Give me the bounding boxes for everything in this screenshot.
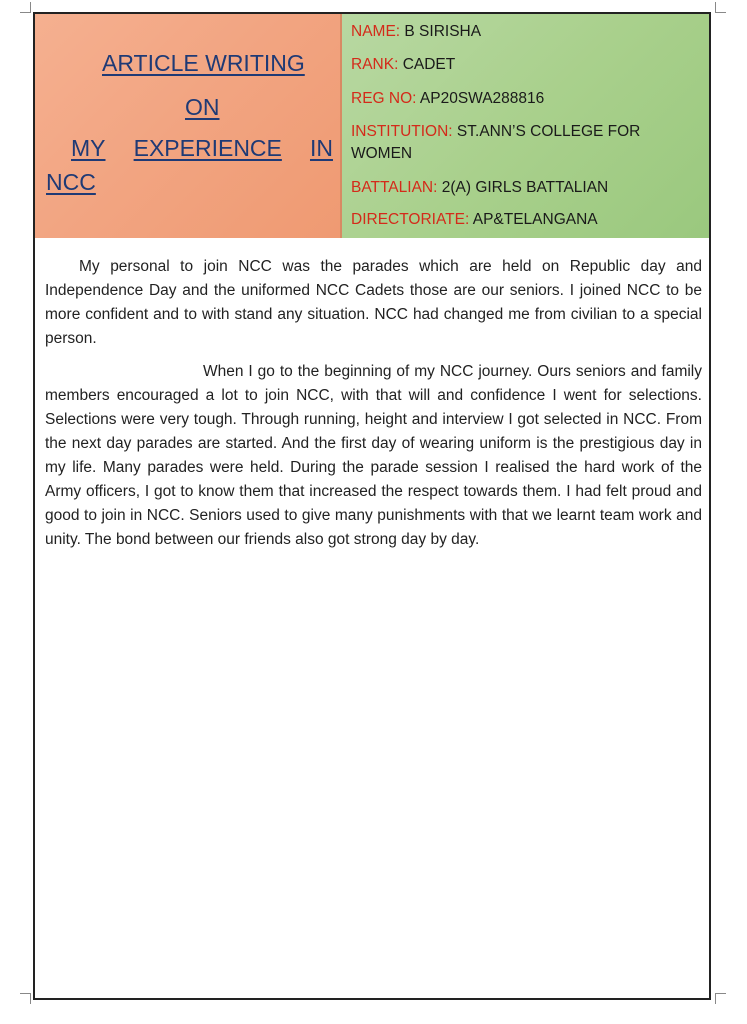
article-body: [45, 255, 702, 561]
title-word: IN: [309, 135, 333, 161]
name-label: NAME:: [351, 23, 401, 40]
page-corner-mark: [20, 993, 31, 1004]
rank-value: CADET: [402, 56, 456, 73]
page-corner-mark: [715, 2, 726, 13]
institution-row: [351, 121, 640, 165]
title-line-2: ON: [185, 94, 220, 120]
title-cell: [35, 14, 342, 238]
page-corner-mark: [715, 993, 726, 1004]
directoriate-value: AP&TELANGANA: [472, 211, 598, 228]
title-line-4: NCC: [46, 169, 96, 195]
title-word: EXPERIENCE: [133, 135, 282, 161]
document-page: [33, 12, 711, 1000]
battalian-value: 2(A) GIRLS BATTALIAN: [441, 179, 609, 196]
article-paragraph: When I go to the beginning of my NCC journey. Ours seniors and family members encouraged a lot to join NCC, with that will and confidence I went for selections. Selections were very tough. Through running, height and interview I got selected in NCC. From the next day parades are started. And the first day of wearing uniform is the prestigious day in my life. Many parades were held. During the parade session I realised the hard work of the Army officers, I got to know them that increased the respect towards them. I had felt proud and good to join in NCC. Seniors used to give many punishments with that we learnt team work and unity. The bond between our friends also got strong day by day.: [45, 363, 702, 548]
article-paragraph: My personal to join NCC was the parades which are held on Republic day and Independence Day and the uniformed NCC Cadets those are our seniors. I joined NCC to be more confident and to with stand any situation. NCC had changed me from civilian to a special person.: [45, 258, 702, 347]
name-row: [351, 21, 481, 43]
details-cell: [342, 14, 709, 238]
page-corner-mark: [20, 2, 31, 13]
title-line-1: ARTICLE WRITING: [102, 50, 305, 76]
institution-value-cont: WOMEN: [351, 145, 413, 162]
title-word: MY: [71, 135, 106, 161]
battalian-row: [351, 177, 608, 199]
title-line-3: [71, 135, 333, 162]
name-value: B SIRISHA: [404, 23, 482, 40]
header-table: [35, 14, 709, 238]
reg-no-row: [351, 88, 544, 110]
directoriate-label: DIRECTORIATE:: [351, 211, 470, 228]
battalian-label: BATTALIAN:: [351, 179, 438, 196]
institution-value: ST.ANN’S COLLEGE FOR: [456, 123, 641, 140]
rank-label: RANK:: [351, 56, 399, 73]
directoriate-row: [351, 209, 598, 231]
reg-no-value: AP20SWA288816: [419, 90, 545, 107]
reg-no-label: REG NO:: [351, 90, 417, 107]
institution-label: INSTITUTION:: [351, 123, 453, 140]
rank-row: [351, 54, 455, 76]
